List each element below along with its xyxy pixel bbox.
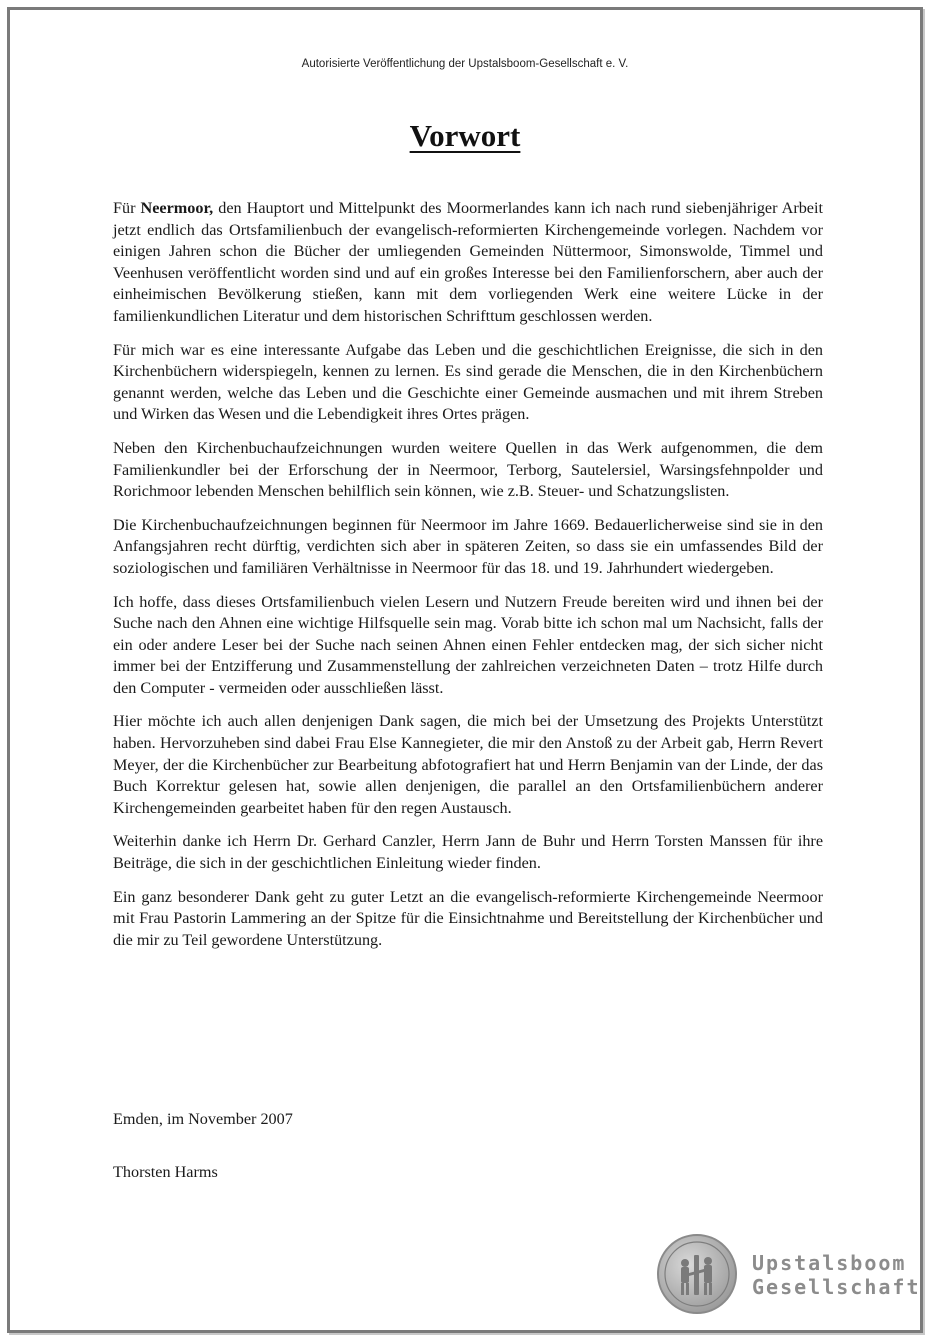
paragraph-6: Hier möchte ich auch allen denjenigen Dank sagen, die mich bei der Umsetzung des Projekts Unterstützt haben. Hervorzuheben sind dabei Frau Else Kannegieter, die mir den Anstoß zu der Arbeit gab, Herrn Revert Meyer, der die Kirchenbücher zur Bearbeitung abfotografiert hat und Herrn Benjamin van der Linde, der das Buch Korrektur gelesen hat, sowie allen denjenigen, die parallel an den Ortsfamilienbüchern anderer Kirchengemeinden gearbeitet haben für den regen Austausch. xyxy=(113,712,823,817)
closing-place-date: Emden, im November 2007 xyxy=(113,1110,293,1128)
preface-body xyxy=(113,198,823,963)
page-header: Autorisierte Veröffentlichung der Upstalsboom-Gesellschaft e. V. xyxy=(301,58,629,70)
society-name xyxy=(752,1251,921,1299)
paragraph-7: Weiterhin danke ich Herrn Dr. Gerhard Canzler, Herrn Jann de Buhr und Herrn Torsten Manssen für ihre Beiträge, die sich in der geschichtlichen Einleitung wieder finden. xyxy=(113,832,823,873)
society-logo xyxy=(656,1233,921,1317)
paragraph-4: Die Kirchenbuchaufzeichnungen beginnen für Neermoor im Jahre 1669. Bedauerlicherweise sind sie in den Anfangsjahren recht dürftig, verdichten sich aber in späteren Zeiten, so dass sie ein umfassendes Bild der soziologischen und familiären Verhältnisse in Neermoor für das 18. und 19. Jahrhundert wiedergeben. xyxy=(113,515,823,577)
paragraph-1 xyxy=(113,198,823,328)
paragraph-2: Für mich war es eine interessante Aufgabe das Leben und die geschichtlichen Ereignisse, die sich in den Kirchenbüchern widerspiegeln, kennen zu lernen. Es sind gerade die Menschen, die in den Kirchenbüchern genannt werden, welche das Leben und die Geschichte einer Gemeinde ausmachen und mit ihrem Streben und Wirken das Wesen und die Lebendigkeit ihres Ortes prägen. xyxy=(113,340,823,424)
paragraph-1-bold: Neermoor, xyxy=(140,199,214,217)
paragraph-1-prefix: Für xyxy=(113,199,141,217)
page-title-text: Vorwort xyxy=(409,118,521,153)
paragraph-1-text: den Hauptort und Mittelpunkt des Moormerlandes kann ich nach rund siebenjähriger Arbeit jetzt endlich das Ortsfamilienbuch der evangelisch-reformierten Kirchengemeinde vorlegen. Nachdem vor einigen Jahren schon die Bücher der umliegenden Gemeinden Nüttermoor, Simonswolde, Timmel und Veenhusen veröffentlicht worden sind und auf ein großes Interesse bei den Familienforschern, aber auch der einheimischen Bevölkerung stießen, kann mit dem vorliegenden Werk eine weitere Lücke in der familienkundlichen Literatur und dem historischen Schrifttum geschlossen werden. xyxy=(113,199,823,325)
society-name-line-2: Gesellschaft xyxy=(752,1275,921,1299)
author-signature: Thorsten Harms xyxy=(113,1163,218,1181)
paragraph-8: Ein ganz besonderer Dank geht zu guter Letzt an die evangelisch-reformierte Kirchengemeinde Neermoor mit Frau Pastorin Lammering an der Spitze für die Einsichtnahme und Bereitstellung der Kirchenbücher und die mir zu Teil gewordene Unterstützung. xyxy=(113,887,823,949)
page-title xyxy=(0,118,930,154)
paragraph-5: Ich hoffe, dass dieses Ortsfamilienbuch vielen Lesern und Nutzern Freude bereiten wird und ihnen bei der Suche nach den Ahnen eine wichtige Hilfsquelle sein mag. Vorab bitte ich schon mal um Nachsicht, falls der ein oder andere Leser bei der Suche nach seinen Ahnen einen Fehler entdecken mag, der sich sicher nicht immer bei der Entzifferung und Zusammenstellung der zahlreichen verzeichneten Daten – trotz Hilfe durch den Computer - vermeiden oder ausschließen lässt. xyxy=(113,592,823,697)
upstalsboom-seal-icon xyxy=(656,1233,738,1315)
society-name-line-1: Upstalsboom xyxy=(752,1251,907,1275)
paragraph-3: Neben den Kirchenbuchaufzeichnungen wurden weitere Quellen in das Werk aufgenommen, die dem Familienkundler bei der Erforschung der in Neermoor, Terborg, Sautelersiel, Warsingsfehnpolder und Rorichmoor lebenden Menschen behilflich sein können, wie z.B. Steuer- und Schatzungslisten. xyxy=(113,438,823,501)
